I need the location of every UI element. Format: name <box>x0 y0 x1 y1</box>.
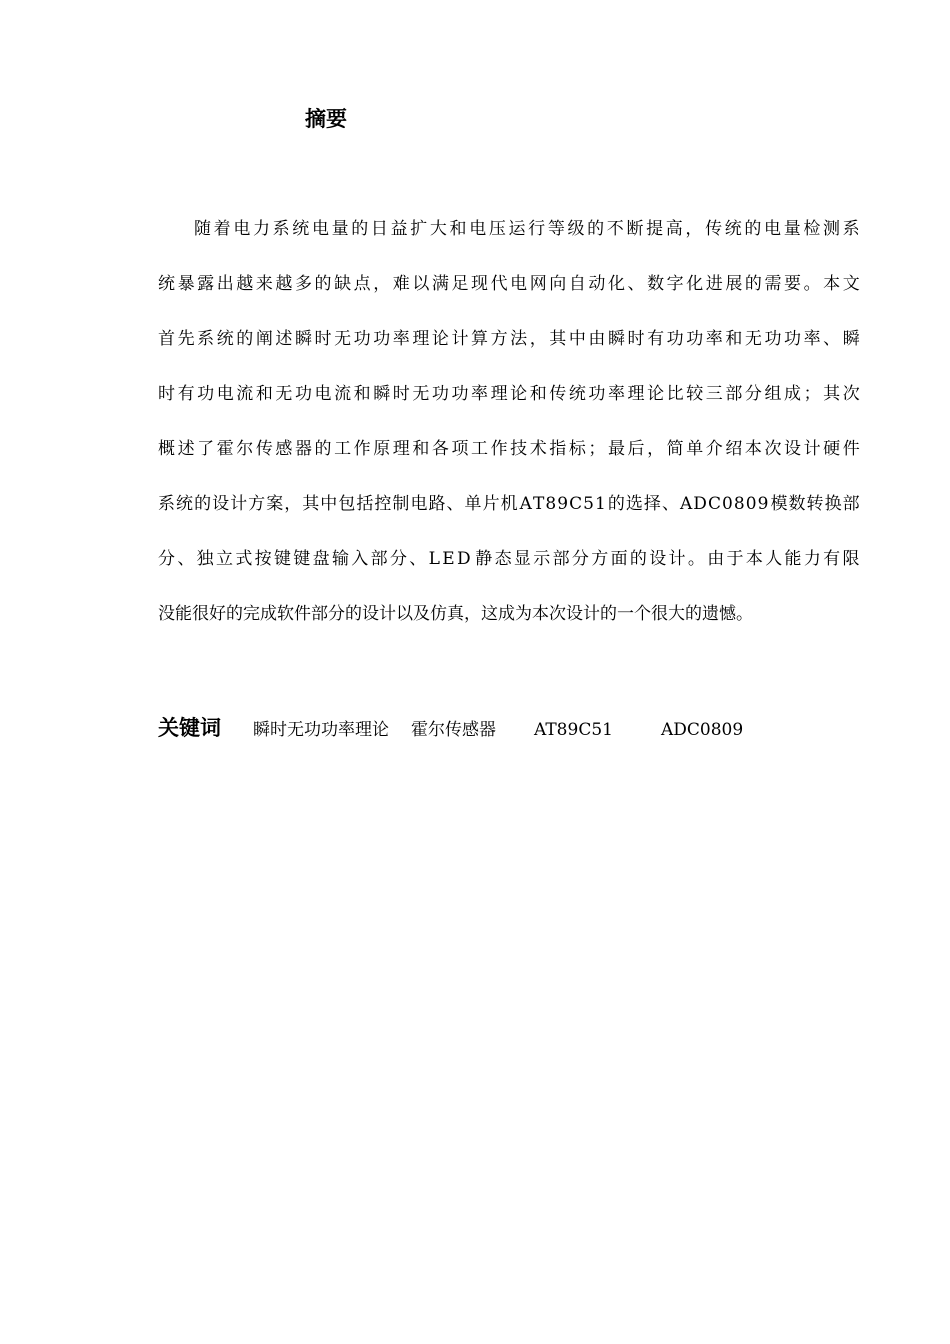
keyword-item: ADC0809 <box>660 720 744 740</box>
keywords-label: 关键词 <box>158 716 221 740</box>
abstract-body <box>158 210 860 650</box>
abstract-line: 概 述 了 霍 尔 传 感 器 的 工 作 原 理 和 各 项 工 作 技 术 指 标 ； 最 后 ， 简 单 介 绍 本 次 设 计 硬 件 <box>158 439 860 459</box>
abstract-title: 摘要 <box>305 107 347 131</box>
abstract-line: 时 有 功 电 流 和 无 功 电 流 和 瞬 时 无 功 功 率 理 论 和 传 统 功 率 理 论 比 较 三 部 分 组 成 ； 其 次 <box>158 384 860 404</box>
abstract-line: 系 统 的 设 计 方 案 ， 其 中 包 括 控 制 电 路 、 单 片 机 A T 8 9 C 5 1 的 选 择 、 A D C 0 8 0 9 模 数 转 换 部 <box>158 494 860 514</box>
abstract-line: 没能很好的完成软件部分的设计以及仿真，这成为本次设计的一个很大的遗憾。 <box>158 604 753 624</box>
keyword-item: 瞬时无功功率理论 <box>253 720 389 740</box>
abstract-line: 首 先 系 统 的 阐 述 瞬 时 无 功 功 率 理 论 计 算 方 法 ， 其 中 由 瞬 时 有 功 功 率 和 无 功 功 率 、 瞬 <box>158 329 860 349</box>
keywords-row <box>158 712 743 742</box>
abstract-line: 统 暴 露 出 越 来 越 多 的 缺 点 ， 难 以 满 足 现 代 电 网 向 自 动 化 、 数 字 化 进 展 的 需 要 。 本 文 <box>158 274 860 294</box>
abstract-line: 随 着 电 力 系 统 电 量 的 日 益 扩 大 和 电 压 运 行 等 级 的 不 断 提 高 ， 传 统 的 电 量 检 测 系 <box>194 219 860 239</box>
keyword-item: 霍尔传感器 <box>411 720 496 740</box>
abstract-line: 分 、 独 立 式 按 键 键 盘 输 入 部 分 、 L E D 静 态 显 示 部 分 方 面 的 设 计 。 由 于 本 人 能 力 有 限 <box>158 549 860 569</box>
keyword-item: AT89C51 <box>534 720 613 740</box>
